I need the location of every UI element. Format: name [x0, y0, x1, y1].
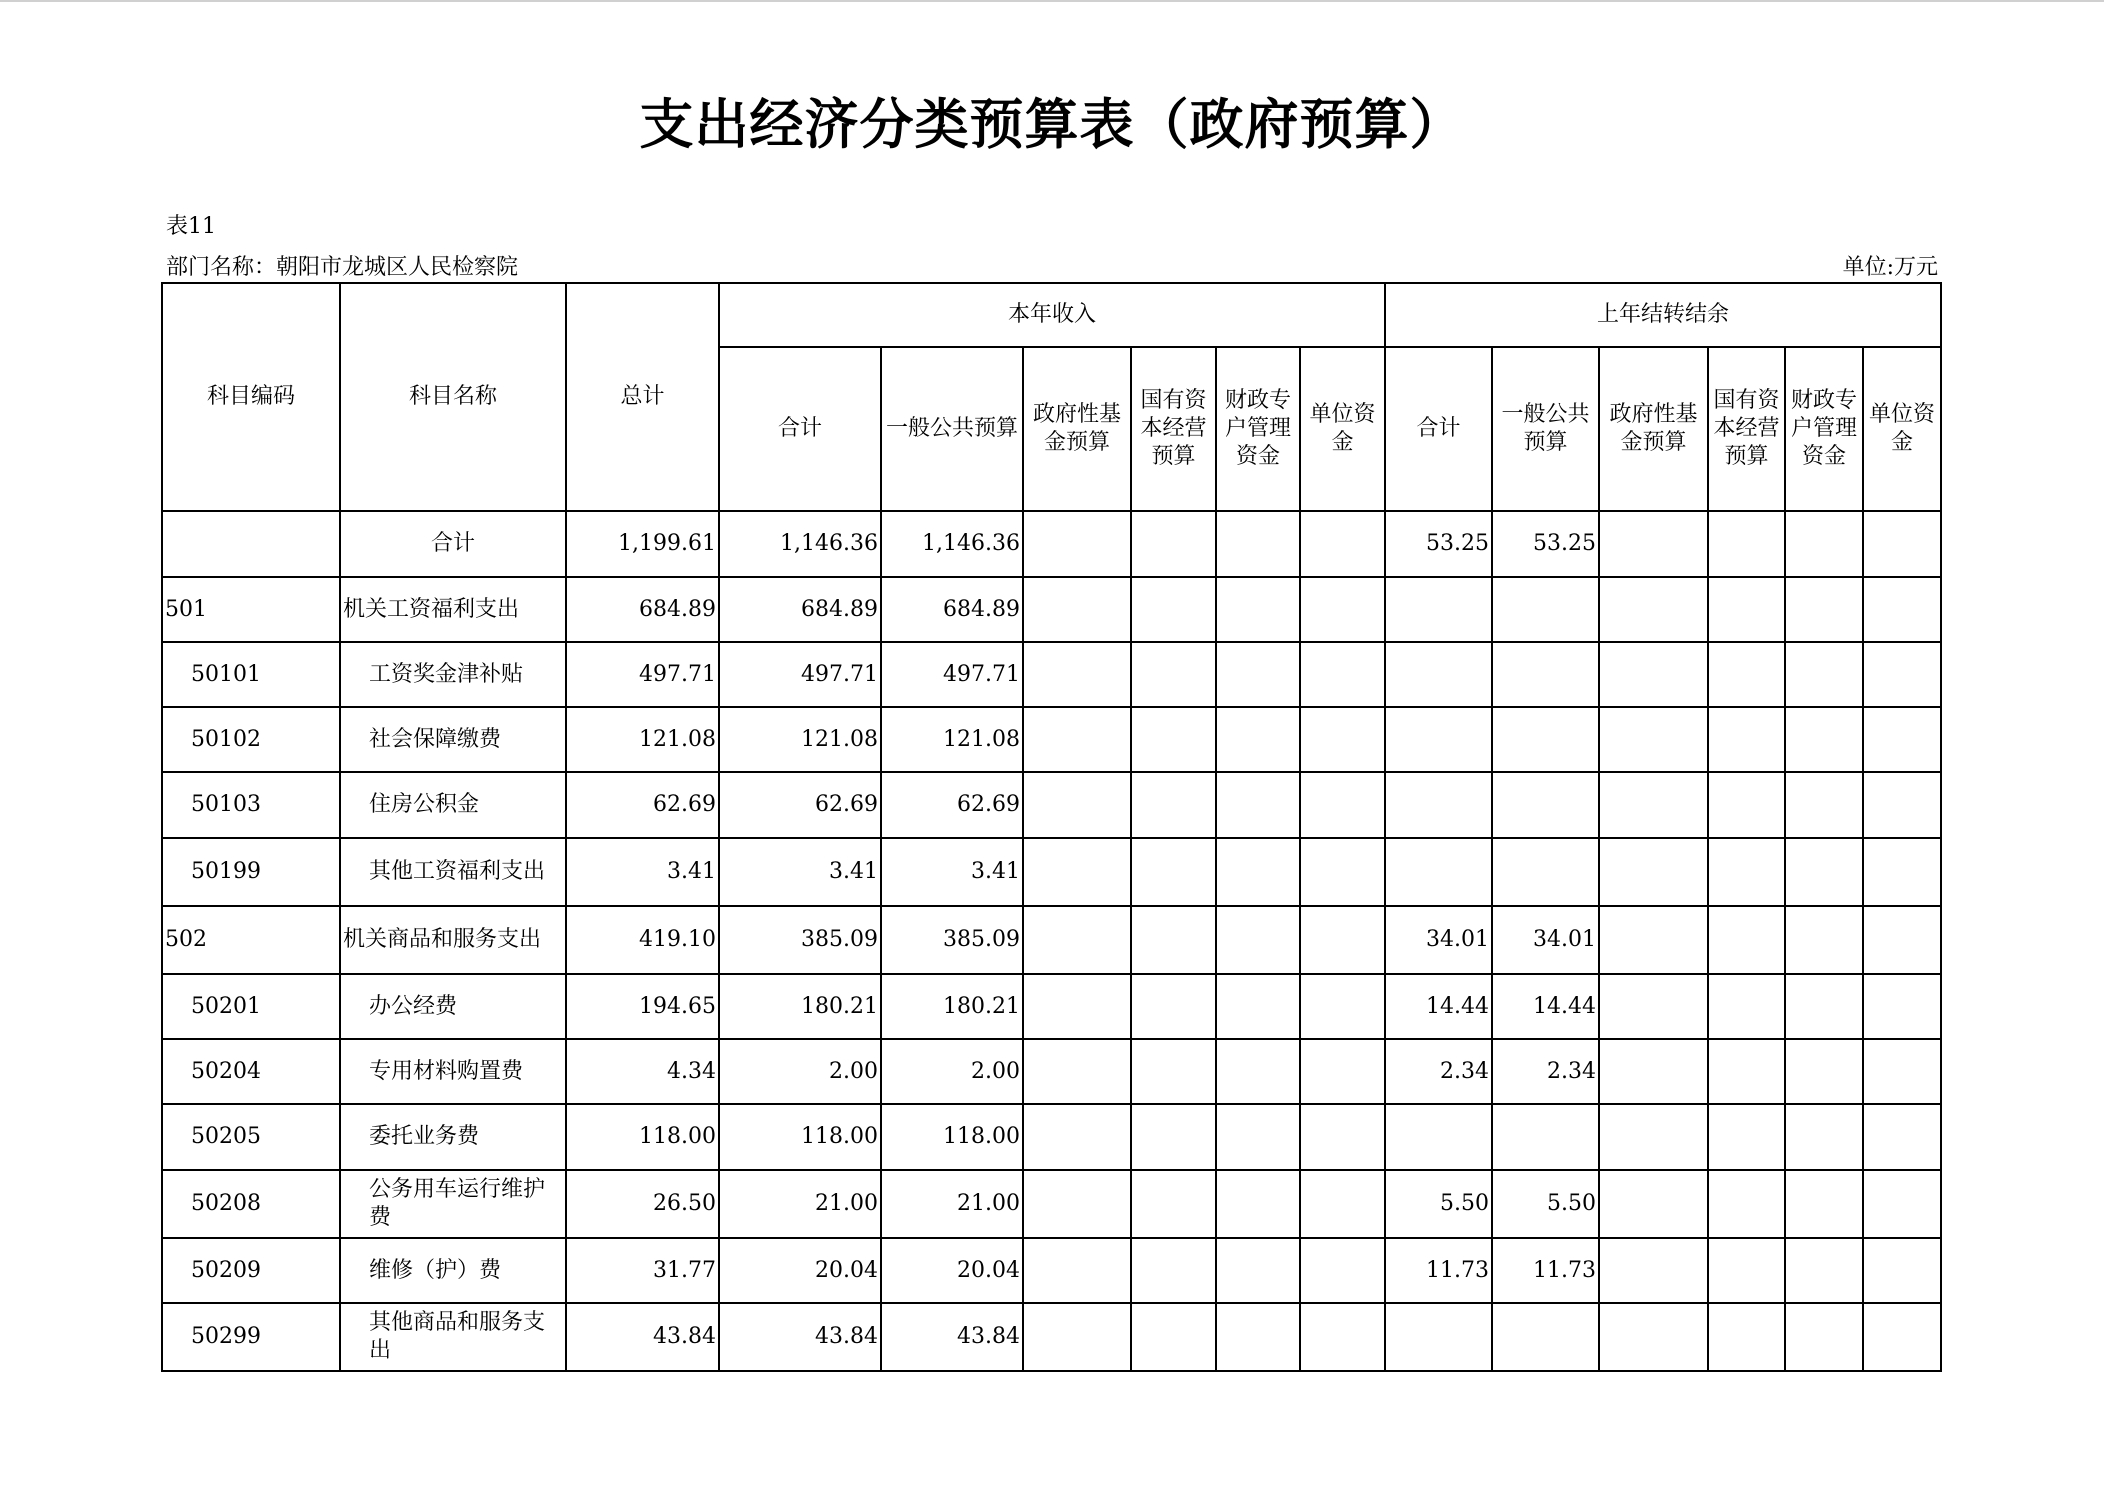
row-prev-year-cell [1492, 1303, 1599, 1371]
table-row [162, 1039, 1941, 1104]
header-prev-fund: 政府性基金预算 [1599, 347, 1708, 511]
row-prev-year-cell [1599, 906, 1708, 974]
row-prev-year-cell: 53.25 [1492, 511, 1599, 577]
row-current-year-cell [1131, 772, 1216, 838]
table-row [162, 577, 1941, 642]
row-prev-year-cell: 34.01 [1492, 906, 1599, 974]
row-prev-year-cell [1785, 577, 1863, 642]
row-prev-year-cell [1785, 1039, 1863, 1104]
row-current-year-cell: 684.89 [881, 577, 1023, 642]
row-current-year-cell [1131, 707, 1216, 772]
header-cur-fund: 政府性基金预算 [1023, 347, 1131, 511]
row-prev-year-cell [1599, 838, 1708, 906]
header-cur-state-capital: 国有资本经营预算 [1131, 347, 1216, 511]
row-current-year-cell [1216, 906, 1300, 974]
row-prev-year-cell [1708, 906, 1785, 974]
header-cur-special-account: 财政专户管理资金 [1216, 347, 1300, 511]
row-prev-year-cell [1863, 511, 1941, 577]
row-current-year-cell [1300, 772, 1385, 838]
row-prev-year-cell [1708, 1170, 1785, 1238]
row-name-cell: 工资奖金津补贴 [340, 642, 566, 707]
header-cur-unit-funds: 单位资金 [1300, 347, 1385, 511]
row-current-year-cell [1023, 1303, 1131, 1371]
row-total-cell: 31.77 [566, 1238, 719, 1303]
row-current-year-cell: 1,146.36 [719, 511, 881, 577]
row-prev-year-cell [1785, 1303, 1863, 1371]
row-prev-year-cell: 5.50 [1385, 1170, 1492, 1238]
top-rule [0, 0, 2104, 2]
row-code-cell: 50199 [162, 838, 340, 906]
row-total-cell: 43.84 [566, 1303, 719, 1371]
header-cur-total: 合计 [719, 347, 881, 511]
header-prev-special-account: 财政专户管理资金 [1785, 347, 1863, 511]
row-prev-year-cell [1708, 838, 1785, 906]
header-cur-general: 一般公共预算 [881, 347, 1023, 511]
row-current-year-cell [1023, 838, 1131, 906]
header-prev-unit-funds: 单位资金 [1863, 347, 1941, 511]
row-current-year-cell: 3.41 [881, 838, 1023, 906]
row-prev-year-cell [1492, 838, 1599, 906]
row-current-year-cell [1023, 1039, 1131, 1104]
row-prev-year-cell: 53.25 [1385, 511, 1492, 577]
row-current-year-cell [1300, 1303, 1385, 1371]
row-prev-year-cell [1863, 772, 1941, 838]
row-total-cell: 194.65 [566, 974, 719, 1039]
row-prev-year-cell [1785, 511, 1863, 577]
row-prev-year-cell [1385, 577, 1492, 642]
row-code-cell: 50299 [162, 1303, 340, 1371]
header-row-1 [162, 283, 1941, 347]
row-current-year-cell [1131, 1303, 1216, 1371]
row-code-cell: 50102 [162, 707, 340, 772]
row-prev-year-cell: 11.73 [1385, 1238, 1492, 1303]
row-prev-year-cell [1785, 906, 1863, 974]
row-name-cell: 专用材料购置费 [340, 1039, 566, 1104]
header-current-year: 本年收入 [719, 283, 1385, 347]
row-total-cell: 121.08 [566, 707, 719, 772]
row-current-year-cell [1131, 1238, 1216, 1303]
row-current-year-cell [1023, 1238, 1131, 1303]
header-total: 总计 [566, 283, 719, 511]
header-prev-state-capital: 国有资本经营预算 [1708, 347, 1785, 511]
row-current-year-cell: 1,146.36 [881, 511, 1023, 577]
row-name-cell: 维修（护）费 [340, 1238, 566, 1303]
row-prev-year-cell [1863, 707, 1941, 772]
row-current-year-cell [1300, 838, 1385, 906]
header-name: 科目名称 [340, 283, 566, 511]
row-prev-year-cell [1599, 511, 1708, 577]
row-current-year-cell [1300, 1039, 1385, 1104]
row-name-cell: 其他商品和服务支出 [340, 1303, 566, 1371]
header-prev-general: 一般公共预算 [1492, 347, 1599, 511]
row-prev-year-cell [1785, 642, 1863, 707]
row-prev-year-cell [1385, 1303, 1492, 1371]
row-current-year-cell [1300, 1170, 1385, 1238]
row-current-year-cell: 497.71 [719, 642, 881, 707]
row-prev-year-cell [1785, 1170, 1863, 1238]
row-prev-year-cell [1599, 642, 1708, 707]
row-total-cell: 497.71 [566, 642, 719, 707]
row-current-year-cell [1216, 707, 1300, 772]
row-code-cell: 50204 [162, 1039, 340, 1104]
row-current-year-cell [1216, 1303, 1300, 1371]
row-current-year-cell [1131, 642, 1216, 707]
row-current-year-cell [1131, 1170, 1216, 1238]
row-prev-year-cell [1708, 974, 1785, 1039]
row-prev-year-cell: 11.73 [1492, 1238, 1599, 1303]
row-current-year-cell [1131, 838, 1216, 906]
row-name-cell: 机关工资福利支出 [340, 577, 566, 642]
row-code-cell: 50209 [162, 1238, 340, 1303]
row-total-cell: 419.10 [566, 906, 719, 974]
table-row [162, 1238, 1941, 1303]
row-current-year-cell [1216, 838, 1300, 906]
row-prev-year-cell [1492, 1104, 1599, 1170]
row-current-year-cell: 118.00 [881, 1104, 1023, 1170]
row-prev-year-cell [1599, 1238, 1708, 1303]
row-current-year-cell [1023, 906, 1131, 974]
row-code-cell: 502 [162, 906, 340, 974]
row-current-year-cell [1216, 974, 1300, 1039]
row-total-cell: 62.69 [566, 772, 719, 838]
row-prev-year-cell [1785, 1104, 1863, 1170]
page-title: 支出经济分类预算表（政府预算） [639, 93, 1465, 156]
row-current-year-cell: 62.69 [881, 772, 1023, 838]
row-prev-year-cell: 2.34 [1492, 1039, 1599, 1104]
row-total-cell: 3.41 [566, 838, 719, 906]
row-code-cell: 50201 [162, 974, 340, 1039]
row-current-year-cell: 62.69 [719, 772, 881, 838]
row-current-year-cell [1300, 642, 1385, 707]
row-current-year-cell: 3.41 [719, 838, 881, 906]
row-current-year-cell [1300, 707, 1385, 772]
table-row [162, 974, 1941, 1039]
row-prev-year-cell [1708, 511, 1785, 577]
row-code-cell: 50103 [162, 772, 340, 838]
row-prev-year-cell [1492, 642, 1599, 707]
row-prev-year-cell: 14.44 [1492, 974, 1599, 1039]
table-row [162, 511, 1941, 577]
row-prev-year-cell [1863, 838, 1941, 906]
row-name-cell: 机关商品和服务支出 [340, 906, 566, 974]
row-current-year-cell: 497.71 [881, 642, 1023, 707]
row-name-cell: 办公经费 [340, 974, 566, 1039]
row-current-year-cell [1216, 1238, 1300, 1303]
row-current-year-cell [1300, 906, 1385, 974]
row-current-year-cell: 684.89 [719, 577, 881, 642]
row-current-year-cell: 21.00 [881, 1170, 1023, 1238]
row-current-year-cell: 385.09 [881, 906, 1023, 974]
row-prev-year-cell [1863, 1104, 1941, 1170]
row-prev-year-cell [1863, 1303, 1941, 1371]
row-prev-year-cell [1785, 974, 1863, 1039]
row-total-cell: 1,199.61 [566, 511, 719, 577]
row-prev-year-cell [1492, 707, 1599, 772]
row-current-year-cell [1216, 642, 1300, 707]
row-current-year-cell [1300, 974, 1385, 1039]
table-row [162, 772, 1941, 838]
row-prev-year-cell [1785, 707, 1863, 772]
row-current-year-cell [1216, 772, 1300, 838]
row-current-year-cell [1216, 511, 1300, 577]
row-prev-year-cell [1863, 1238, 1941, 1303]
row-current-year-cell: 43.84 [719, 1303, 881, 1371]
row-name-cell: 其他工资福利支出 [340, 838, 566, 906]
row-current-year-cell: 20.04 [719, 1238, 881, 1303]
row-prev-year-cell [1863, 642, 1941, 707]
row-prev-year-cell [1863, 906, 1941, 974]
table-row [162, 838, 1941, 906]
row-total-cell: 4.34 [566, 1039, 719, 1104]
row-prev-year-cell [1599, 974, 1708, 1039]
row-prev-year-cell [1599, 707, 1708, 772]
row-name-cell: 住房公积金 [340, 772, 566, 838]
row-prev-year-cell [1599, 1104, 1708, 1170]
row-prev-year-cell [1599, 577, 1708, 642]
row-prev-year-cell [1708, 772, 1785, 838]
row-name-cell: 委托业务费 [340, 1104, 566, 1170]
row-total-cell: 118.00 [566, 1104, 719, 1170]
row-prev-year-cell [1785, 1238, 1863, 1303]
row-prev-year-cell [1863, 577, 1941, 642]
row-current-year-cell: 118.00 [719, 1104, 881, 1170]
table-row [162, 1104, 1941, 1170]
row-current-year-cell: 180.21 [719, 974, 881, 1039]
row-prev-year-cell: 14.44 [1385, 974, 1492, 1039]
table-number: 表11 [166, 214, 216, 239]
row-current-year-cell: 385.09 [719, 906, 881, 974]
row-name-cell: 合计 [340, 511, 566, 577]
row-current-year-cell: 20.04 [881, 1238, 1023, 1303]
table-row [162, 707, 1941, 772]
row-prev-year-cell [1708, 1303, 1785, 1371]
row-prev-year-cell [1599, 1170, 1708, 1238]
row-current-year-cell: 180.21 [881, 974, 1023, 1039]
row-current-year-cell [1131, 906, 1216, 974]
table-body [162, 511, 1941, 1371]
row-current-year-cell [1216, 1170, 1300, 1238]
header-prev-total: 合计 [1385, 347, 1492, 511]
row-total-cell: 26.50 [566, 1170, 719, 1238]
row-code-cell [162, 511, 340, 577]
row-name-cell: 社会保障缴费 [340, 707, 566, 772]
row-current-year-cell [1023, 577, 1131, 642]
row-prev-year-cell [1708, 577, 1785, 642]
row-prev-year-cell [1708, 1039, 1785, 1104]
row-current-year-cell [1023, 1104, 1131, 1170]
row-current-year-cell: 121.08 [881, 707, 1023, 772]
row-prev-year-cell [1863, 1170, 1941, 1238]
table-row [162, 1170, 1941, 1238]
row-current-year-cell [1131, 511, 1216, 577]
row-code-cell: 50205 [162, 1104, 340, 1170]
header-code: 科目编码 [162, 283, 340, 511]
row-prev-year-cell [1708, 642, 1785, 707]
row-current-year-cell [1216, 577, 1300, 642]
row-prev-year-cell [1785, 838, 1863, 906]
row-current-year-cell [1131, 1039, 1216, 1104]
row-current-year-cell [1023, 642, 1131, 707]
row-prev-year-cell [1385, 838, 1492, 906]
row-current-year-cell [1023, 772, 1131, 838]
row-prev-year-cell [1863, 974, 1941, 1039]
row-prev-year-cell: 34.01 [1385, 906, 1492, 974]
row-prev-year-cell [1708, 707, 1785, 772]
department-label: 部门名称：朝阳市龙城区人民检察院 [166, 255, 519, 280]
row-current-year-cell [1300, 1104, 1385, 1170]
row-current-year-cell: 2.00 [881, 1039, 1023, 1104]
row-prev-year-cell [1708, 1238, 1785, 1303]
row-prev-year-cell [1785, 772, 1863, 838]
row-current-year-cell [1300, 1238, 1385, 1303]
row-prev-year-cell [1599, 1039, 1708, 1104]
row-total-cell: 684.89 [566, 577, 719, 642]
table-row [162, 906, 1941, 974]
row-prev-year-cell [1385, 772, 1492, 838]
budget-table [161, 282, 1942, 1372]
row-prev-year-cell [1385, 1104, 1492, 1170]
row-name-cell: 公务用车运行维护费 [340, 1170, 566, 1238]
row-current-year-cell [1216, 1039, 1300, 1104]
row-prev-year-cell [1385, 707, 1492, 772]
table-row [162, 1303, 1941, 1371]
row-current-year-cell [1131, 974, 1216, 1039]
row-code-cell: 50101 [162, 642, 340, 707]
row-current-year-cell [1131, 1104, 1216, 1170]
row-prev-year-cell [1385, 642, 1492, 707]
row-current-year-cell [1300, 511, 1385, 577]
row-prev-year-cell: 2.34 [1385, 1039, 1492, 1104]
row-current-year-cell [1131, 577, 1216, 642]
row-current-year-cell [1023, 511, 1131, 577]
row-prev-year-cell [1708, 1104, 1785, 1170]
row-current-year-cell [1300, 577, 1385, 642]
row-prev-year-cell [1863, 1039, 1941, 1104]
row-current-year-cell: 2.00 [719, 1039, 881, 1104]
row-code-cell: 501 [162, 577, 340, 642]
table-row [162, 642, 1941, 707]
row-current-year-cell [1216, 1104, 1300, 1170]
row-prev-year-cell [1599, 772, 1708, 838]
row-code-cell: 50208 [162, 1170, 340, 1238]
unit-label: 单位:万元 [1842, 255, 1938, 280]
row-prev-year-cell [1492, 772, 1599, 838]
row-prev-year-cell [1492, 577, 1599, 642]
row-current-year-cell [1023, 707, 1131, 772]
row-current-year-cell [1023, 1170, 1131, 1238]
row-current-year-cell [1023, 974, 1131, 1039]
row-current-year-cell: 43.84 [881, 1303, 1023, 1371]
header-prev-year: 上年结转结余 [1385, 283, 1941, 347]
row-prev-year-cell [1599, 1303, 1708, 1371]
row-prev-year-cell: 5.50 [1492, 1170, 1599, 1238]
row-current-year-cell: 121.08 [719, 707, 881, 772]
row-current-year-cell: 21.00 [719, 1170, 881, 1238]
